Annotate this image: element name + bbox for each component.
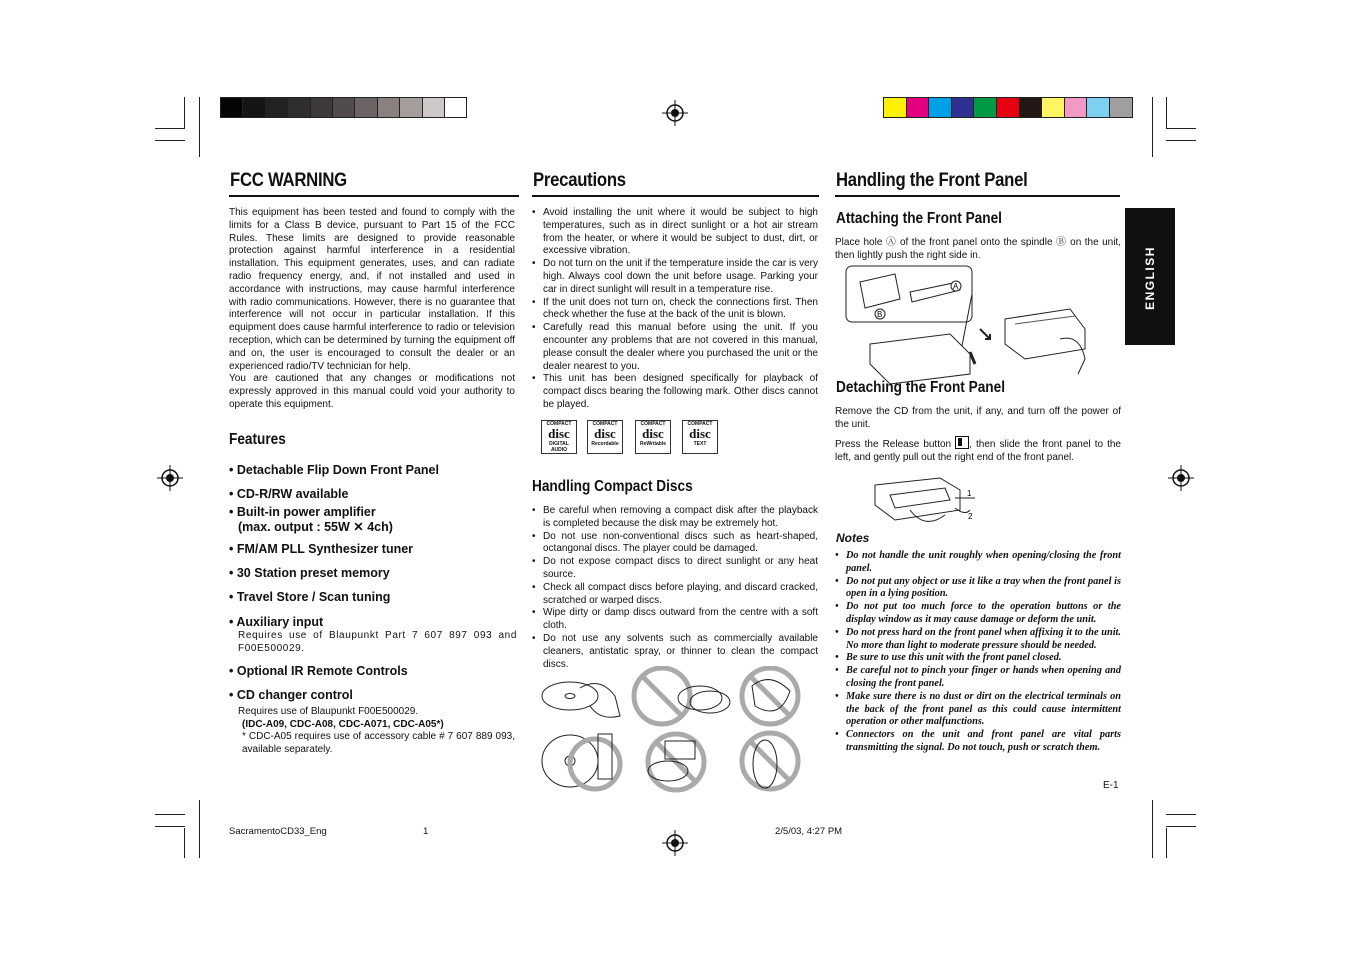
feature-item-detail: (max. output : 55W ✕ 4ch) — [238, 520, 393, 534]
precaution-item: • If the unit does not turn on, check the connections first. Then check whether the fuse at the back of the unit is blown. — [532, 297, 818, 323]
handling-cd-item: • Wipe dirty or damp discs outward from the centre with a soft cloth. — [532, 607, 818, 633]
color-swatch — [1064, 97, 1088, 118]
label-b: B — [877, 310, 883, 319]
no-sunlight-illustration — [648, 734, 704, 790]
side-tab-label: ENGLISH — [1143, 246, 1157, 310]
feature-item: • CD-R/RW available — [229, 487, 349, 501]
feature-note: Requires use of Blaupunkt Part 7 607 897 093 and F00E500029. — [238, 630, 517, 654]
feature-note: (IDC-A09, CDC-A08, CDC-A071, CDC-A05*) — [242, 718, 444, 730]
front-panel-heading: Handling the Front Panel — [836, 170, 1028, 191]
color-swatch — [332, 97, 355, 118]
detach-text: Remove the CD from the unit, if any, and turn off the power of the unit. — [835, 406, 1121, 430]
compact-disc-rewritable-logo: COMPACT disc ReWritable — [635, 420, 671, 454]
feature-item: • 30 Station preset memory — [229, 566, 390, 580]
attach-text: Place hole Ⓐ of the front panel onto the spindle Ⓑ on the unit, then lightly push the right side in. — [835, 237, 1121, 261]
handling-cd-item: • Do not expose compact discs to direct sunlight or any heat source. — [532, 556, 818, 582]
note-item: • Make sure there is no dust or dirt on the electrical terminals on the back of the front panel as this could cause intermittent operation or other malfunctions. — [835, 691, 1121, 729]
color-swatch — [973, 97, 997, 118]
cd-removal-illustration — [542, 682, 620, 717]
feature-item: • FM/AM PLL Synthesizer tuner — [229, 542, 414, 556]
handling-cd-item: • Check all compact discs before playing, and discard cracked, scratched or warped discs. — [532, 582, 818, 608]
attach-panel-illustration — [840, 264, 1095, 386]
color-swatch — [951, 97, 975, 118]
wipe-disc-illustration — [542, 734, 620, 789]
handling-cd-item: • Do not use any solvents such as commercially available cleaners, antistatic spray, or thinner to clean the compact discs. — [532, 633, 818, 671]
precaution-item: • Avoid installing the unit where it would be subject to high temperatures, such as in direct sunlight or a hot air stream from the heater, or where it would be subject to dust, dirt, or excessive vibration. — [532, 207, 818, 258]
registration-mark-icon — [662, 830, 688, 856]
detach-text-part: , then slide the front panel to the left, and gently pull out the right end of the front panel. — [835, 439, 1121, 463]
feature-note: Requires use of Blaupunkt F00E500029. — [238, 706, 419, 717]
compact-disc-recordable-logo: COMPACT disc Recordable — [587, 420, 623, 454]
note-item: • Do not press hard on the front panel when affixing it to the unit. No more than light to moderate pressure should be needed. — [835, 627, 1121, 653]
precautions-heading: Precautions — [533, 170, 626, 191]
feature-item: • CD changer control — [229, 688, 353, 702]
detach-heading: Detaching the Front Panel — [836, 379, 1006, 396]
handling-cd-item: • Do not use non-conventional discs such as heart-shaped, octangonal discs. The player could be damaged. — [532, 531, 818, 557]
notes-heading: Notes — [836, 531, 870, 545]
attach-heading: Attaching the Front Panel — [836, 210, 1002, 227]
color-swatch — [354, 97, 377, 118]
feature-item: • Travel Store / Scan tuning — [229, 590, 391, 604]
precaution-item: • Do not turn on the unit if the temperature inside the car is very high. Always cool down the unit before usage. Parking your car in direct sunlight will result in a temperature rise. — [532, 258, 818, 296]
footer-filename: SacramentoCD33_Eng — [229, 826, 327, 837]
fcc-text — [229, 207, 515, 412]
precaution-item: • This unit has been designed specifically for playback of compact discs bearing the following mark. Other discs cannot be played. — [532, 373, 818, 411]
color-swatch — [1019, 97, 1043, 118]
notes-list — [835, 550, 1121, 755]
footer-page: 1 — [423, 826, 429, 837]
step-2-label: 2 — [968, 512, 973, 521]
heading-rule — [532, 195, 819, 197]
compact-disc-logo: COMPACT disc DIGITAL AUDIO — [541, 420, 577, 454]
color-swatch — [996, 97, 1020, 118]
feature-item: • Detachable Flip Down Front Panel — [229, 463, 439, 477]
handling-cd-heading: Handling Compact Discs — [532, 478, 693, 495]
color-swatch — [287, 97, 310, 118]
color-swatch — [928, 97, 952, 118]
note-item: • Be careful not to pinch your finger or hands when opening and closing the front panel. — [835, 665, 1121, 691]
color-swatch — [906, 97, 930, 118]
precaution-item: • Carefully read this manual before using the unit. If you encounter any problems that are not covered in this manual, please consult the dealer where you purchased the unit or the dealer nearest to you. — [532, 322, 818, 373]
step-1-label: 1 — [967, 489, 972, 498]
label-a: A — [953, 282, 959, 291]
release-button-icon — [955, 436, 969, 449]
english-side-tab — [1125, 208, 1175, 345]
footer-date: 2/5/03, 4:27 PM — [775, 826, 843, 837]
note-item: • Do not put any object or use it like a tray when the front panel is open in a lying position. — [835, 576, 1121, 602]
detach-text — [835, 436, 1121, 465]
fcc-paragraph: You are cautioned that any changes or modifications not expressly approved in this manual could void your authority to operate this equipment. — [229, 373, 515, 410]
features-heading: Features — [229, 431, 286, 448]
feature-item: • Built-in power amplifier — [229, 505, 376, 519]
handling-cd-item: • Be careful when removing a compact disk after the playback is completed because the disk may be extremely hot. — [532, 505, 818, 531]
note-item: • Do not put too much force to the operation buttons or the display window as it may cause damage or deform the unit. — [835, 601, 1121, 627]
detach-text-part: Press the Release button — [835, 439, 952, 450]
feature-note: * CDC-A05 requires use of accessory cable # 7 607 889 093, available separately. — [242, 731, 515, 755]
color-swatch — [883, 97, 907, 118]
color-swatch — [1086, 97, 1110, 118]
registration-mark-icon — [1168, 465, 1194, 491]
feature-item: • Auxiliary input — [229, 615, 324, 629]
feature-item: • Optional IR Remote Controls — [229, 664, 408, 678]
color-swatch — [399, 97, 422, 118]
note-item: • Do not handle the unit roughly when opening/closing the front panel. — [835, 550, 1121, 576]
color-swatch — [1109, 97, 1133, 118]
color-swatch — [444, 97, 467, 118]
color-swatch — [1041, 97, 1065, 118]
cd-handling-illustrations — [540, 666, 820, 794]
color-swatch — [242, 97, 265, 118]
handling-cd-list — [532, 505, 818, 671]
features-list — [229, 463, 517, 756]
heading-rule — [835, 195, 1120, 197]
color-swatch — [265, 97, 288, 118]
color-swatch — [220, 97, 243, 118]
no-heart-disc-illustration — [634, 668, 730, 724]
precautions-list — [532, 207, 818, 412]
registration-mark-icon — [662, 100, 688, 126]
heading-rule — [229, 195, 519, 197]
no-solvent-illustration — [742, 733, 798, 789]
page-number: E-1 — [1103, 780, 1119, 791]
note-item: • Connectors on the unit and front panel are vital parts transmitting the signal. Do not touch, push or scratch them. — [835, 729, 1121, 755]
detach-panel-illustration — [870, 470, 985, 530]
fcc-heading: FCC WARNING — [230, 170, 347, 191]
note-item: • Be sure to use this unit with the front panel closed. — [835, 652, 1121, 665]
color-swatch — [310, 97, 333, 118]
color-swatch — [422, 97, 445, 118]
compact-disc-text-logo: COMPACT disc TEXT — [682, 420, 718, 454]
no-warped-disc-illustration — [742, 668, 798, 724]
registration-mark-icon — [157, 465, 183, 491]
fcc-paragraph: This equipment has been tested and found to comply with the limits for a Class B device, pursuant to Part 15 of the FCC Rules. These limits are designed to provide reasonable protection against harmful interference in a residential installation. This equipment generates, uses, and can radiate radio frequency energy, and, if not installed and used in accordance with instructions, may cause harmful interference with radio communications. However, there is no guarantee that interference will not occur in particular installation. If this equipment does cause harmful interference to radio or television reception, which can be determined by turning the equipment off and on, the user is encouraged to consult the dealer or an experienced radio/TV technician for help. — [229, 207, 515, 372]
color-swatch — [377, 97, 400, 118]
